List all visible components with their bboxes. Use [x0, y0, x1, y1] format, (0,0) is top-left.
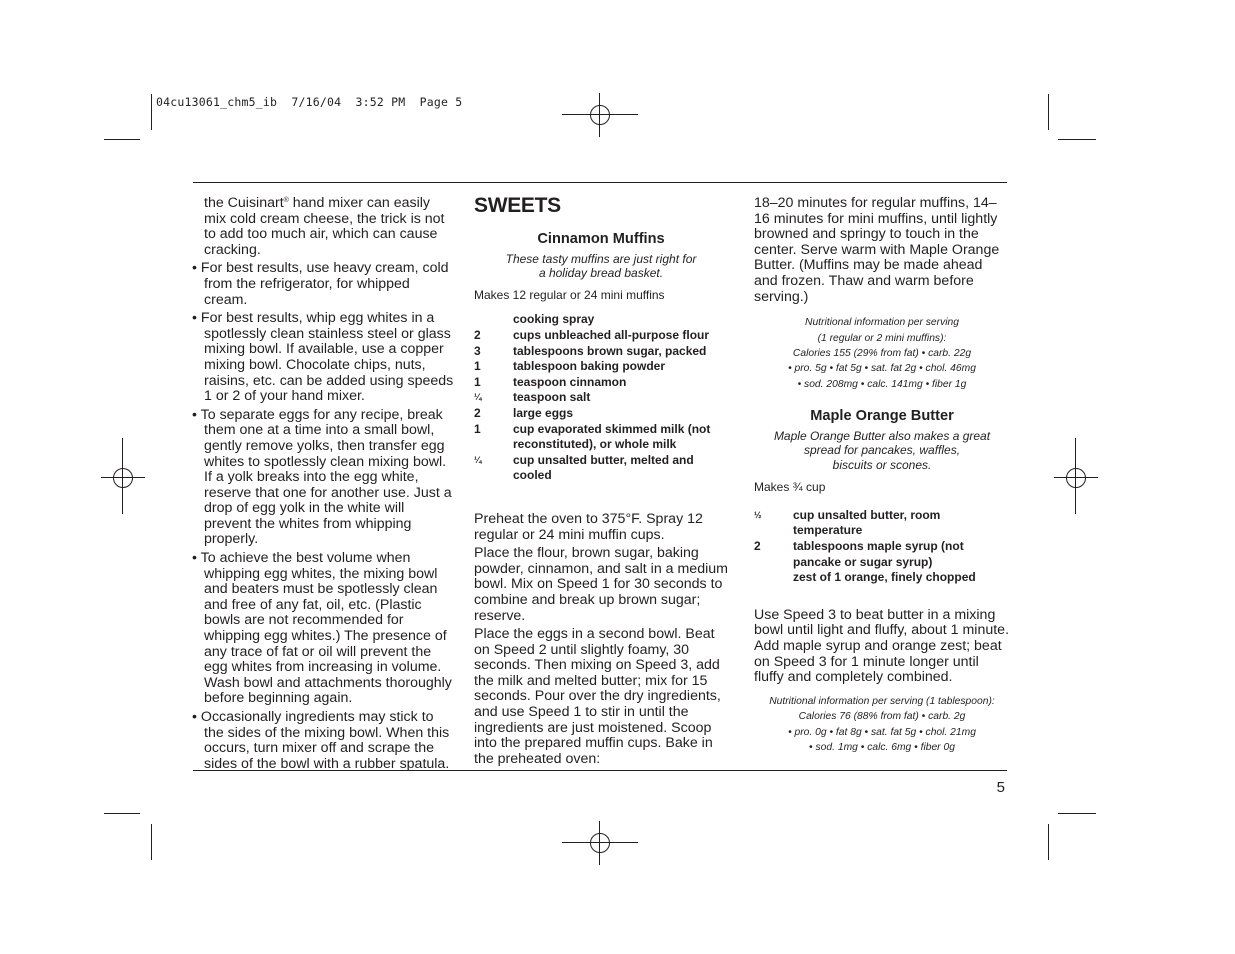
- recipe-intro: These tasty muffins are just right for a holiday bread basket.: [505, 252, 697, 281]
- registration-mark: [582, 97, 618, 133]
- ingredient-list: [754, 508, 1010, 586]
- nutrition-info: Nutritional information per serving (1 regular or 2 mini muffins): Calories 155 (29% from fat) • carb. 22g • pro. 5g • fat 5g • sat. fat 2g • chol. 46mg • sod. 208mg • calc. 141mg • fiber 1g: [788, 317, 976, 390]
- nutrition-info: Nutritional information per serving (1 tablespoon): Calories 76 (88% from fat) • carb. 2g • pro. 0g • fat 8g • sat. fat 5g • chol. 21mg • sod. 1mg • calc. 6mg • fiber 0g: [769, 695, 995, 753]
- crop-mark: [1058, 813, 1096, 814]
- recipe-title: Maple Orange Butter: [810, 408, 954, 425]
- registration-mark: [1058, 460, 1094, 496]
- recipe-step: Preheat the oven to 375°F. Spray 12 regular or 24 mini muffin cups.: [474, 510, 703, 543]
- middle-column: [474, 194, 728, 770]
- ingredient-row: 2 tablespoons maple syrup (not pancake or sugar syrup): [754, 538, 964, 569]
- right-column: [754, 196, 1010, 757]
- tip-bullet: • For best results, use heavy cream, cold from the refrigerator, for whipped cream.: [192, 260, 449, 308]
- crop-mark: [1048, 94, 1049, 130]
- ingredient-row: 2 large eggs: [474, 405, 574, 420]
- crop-mark: [104, 813, 140, 814]
- ingredient-row: cooking spray: [513, 312, 595, 327]
- crop-mark: [104, 139, 140, 140]
- top-rule: [193, 182, 1007, 183]
- ingredient-row: 2 cups unbleached all-purpose flour: [474, 328, 710, 342]
- tip-bullet: • To separate eggs for any recipe, break them one at a time into a small bowl, gently remove yolks, then transfer egg whites to spotlessly clean mixing bowl. If a yolk breaks into the egg white, reserve that one for another use. Just a drop of egg yolk in the white will prevent the whites from whipping properly.: [192, 406, 452, 548]
- ingredient-row: ¼ cup unsalted butter, melted and cooled: [474, 452, 694, 483]
- registration-mark: [105, 460, 141, 496]
- crop-mark: [151, 824, 152, 860]
- page-number: 5: [996, 779, 1005, 796]
- section-title: SWEETS: [474, 194, 561, 217]
- crop-mark: [1048, 824, 1049, 860]
- recipe-yield: Makes ¾ cup: [754, 479, 826, 494]
- print-slug: 04cu13061_chm5_ib 7/16/04 3:52 PM Page 5: [156, 95, 463, 109]
- lead-paragraph: the Cuisinart® hand mixer can easily mix cold cream cheese, the trick is not to add too much air, which can cause cracking.: [204, 195, 445, 258]
- crop-mark: [151, 94, 152, 130]
- tip-bullet: • For best results, whip egg whites in a spotlessly clean stainless steel or glass mixing bowl. If available, use a copper mixing bowl. Chocolate chips, nuts, raisins, etc. can be added using speeds 1 or 2 of your hand mixer.: [192, 310, 454, 405]
- tip-bullet: • To achieve the best volume when whipping egg whites, the mixing bowl and beaters must be spotlessly clean and free of any fat, oil, etc. (Plastic bowls are not recommended for whipping egg whites.) The presence of any trace of fat or oil will prevent the egg whites from increasing in volume. Wash bowl and attachments thoroughly before beginning again.: [192, 550, 452, 707]
- ingredient-row: 1 tablespoon baking powder: [474, 359, 666, 374]
- recipe-step: Place the eggs in a second bowl. Beat on Speed 2 until slightly foamy, 30 seconds. Then mixing on Speed 3, add the milk and melted butter; mix for 15 seconds. Pour over the dry ingredients, and use Speed 1 to stir in until the ingredients are just moistened. Scoop into the prepared muffin cups. Bake in the preheated oven:: [474, 626, 721, 767]
- ingredient-list: [474, 312, 728, 484]
- recipe-step-continued: 18–20 minutes for regular muffins, 14–16 minutes for mini muffins, until lightly browned and springy to touch in the center. Serve warm with Maple Orange Butter. (Muffins may be made ahead and frozen. Thaw and warm before serving.): [754, 195, 1000, 305]
- recipe-intro: Maple Orange Butter also makes a great spread for pancakes, waffles, biscuits or scones.: [773, 429, 991, 472]
- registration-mark: [582, 825, 618, 861]
- ingredient-row: ½ cup unsalted butter, room temperature: [754, 507, 941, 538]
- ingredient-row: zest of 1 orange, finely chopped: [793, 570, 976, 585]
- recipe-title: Cinnamon Muffins: [537, 231, 665, 247]
- recipe-step: Place the flour, brown sugar, baking powder, cinnamon, and salt in a medium bowl. Mix on Speed 1 for 30 seconds to combine and break up brown sugar; reserve.: [474, 545, 728, 624]
- recipe-yield: Makes 12 regular or 24 mini muffins: [474, 288, 665, 303]
- crop-mark: [1058, 139, 1096, 140]
- left-column: [192, 196, 454, 775]
- tip-bullet: • Occasionally ingredients may stick to the sides of the mixing bowl. When this occurs, turn mixer off and scrape the sides of the bowl with a rubber spatula.: [192, 709, 450, 772]
- ingredient-row: 3 tablespoons brown sugar, packed: [474, 343, 707, 358]
- ingredient-row: 1 cup evaporated skimmed milk (not reconstituted), or whole milk: [474, 421, 711, 452]
- recipe-step: Use Speed 3 to beat butter in a mixing bowl until light and fluffy, about 1 minute. Add maple syrup and orange zest; beat on Speed 3 for 1 minute longer until fluffy and completely combined.: [754, 606, 1010, 686]
- ingredient-row: 1 teaspoon cinnamon: [474, 374, 627, 389]
- ingredient-row: ¼ teaspoon salt: [474, 390, 591, 405]
